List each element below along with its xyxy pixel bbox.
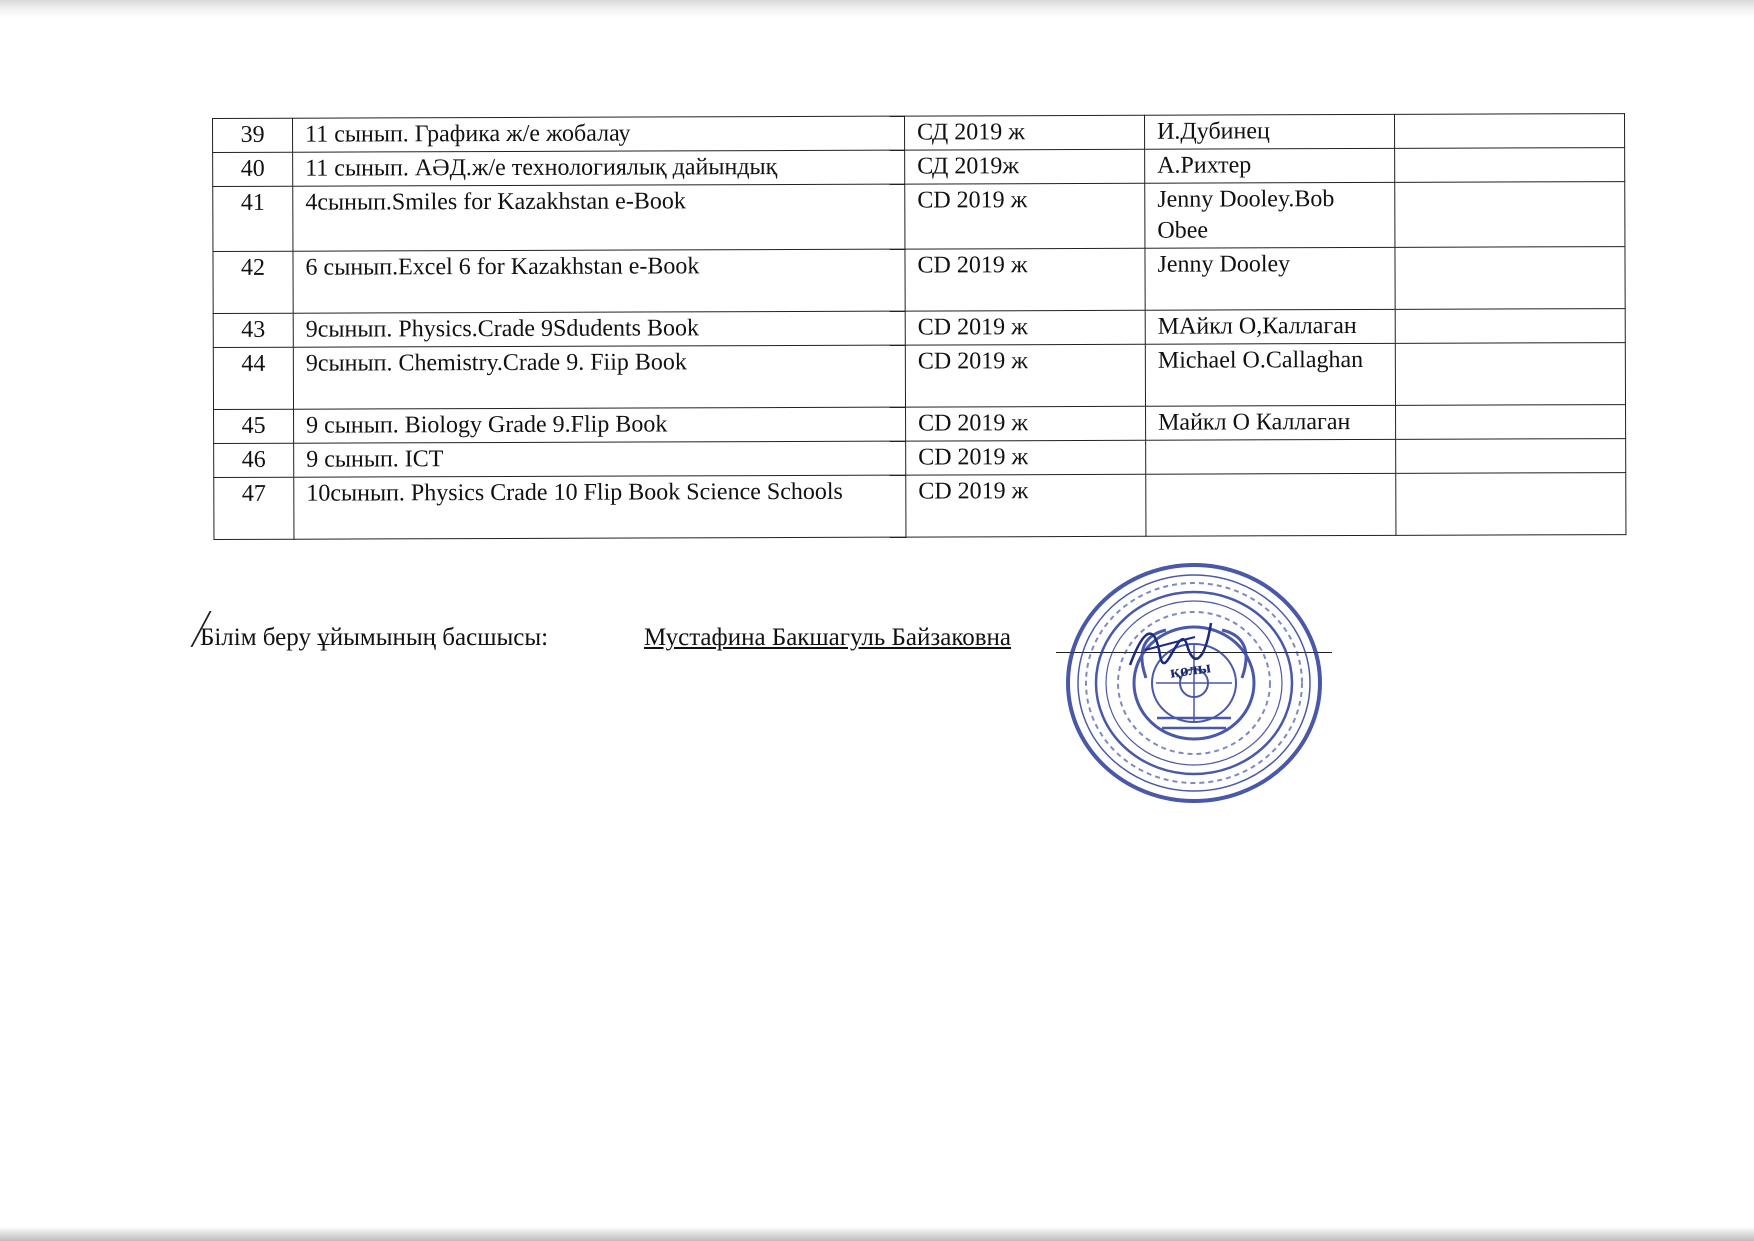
- head-name: Мустафина Бакшагуль Байзаковна: [644, 624, 1012, 651]
- books-table: [212, 113, 1626, 540]
- book-title: 9 сынып. ICT: [294, 441, 906, 477]
- head-label: Білім беру ұйымының басшысы:: [200, 624, 549, 651]
- table-row: [213, 114, 1625, 153]
- book-title: 6 сынып.Excel 6 for Kazakhstan e-Book: [293, 249, 905, 313]
- table-row: [213, 182, 1625, 252]
- table-row: [214, 473, 1626, 540]
- official-stamp: [1062, 558, 1326, 808]
- book-title: 9сынып. Chemistry.Crade 9. Fiip Book: [293, 345, 905, 409]
- empty-cell: [1395, 343, 1625, 406]
- empty-cell: [1396, 405, 1626, 440]
- table-row: [214, 439, 1626, 478]
- row-number: 47: [214, 477, 294, 539]
- book-title: 9сынып. Physics.Crade 9Sdudents Book: [293, 311, 905, 347]
- book-author: [1146, 473, 1396, 536]
- empty-cell: [1395, 309, 1625, 344]
- row-number: 42: [213, 251, 293, 313]
- row-number: 45: [214, 409, 294, 443]
- book-title: 9 сынып. Biology Grade 9.Flip Book: [294, 407, 906, 443]
- empty-cell: [1396, 439, 1626, 474]
- book-author: И.Дубинец: [1144, 114, 1394, 149]
- empty-cell: [1396, 473, 1626, 536]
- row-number: 39: [213, 118, 293, 152]
- row-number: 46: [214, 443, 294, 477]
- release-year: CD 2019 ж: [905, 310, 1145, 345]
- release-year: СД 2019 ж: [904, 115, 1144, 150]
- book-title: 4сынып.Smiles for Kazakhstan e-Book: [293, 184, 905, 251]
- scan-bottom-edge: [0, 1227, 1754, 1241]
- release-year: CD 2019 ж: [906, 406, 1146, 441]
- row-number: 40: [213, 152, 293, 186]
- book-title: 11 сынып. Графика ж/е жобалау: [293, 116, 905, 152]
- release-year: CD 2019 ж: [906, 474, 1146, 537]
- row-number: 41: [213, 186, 293, 251]
- books-table-body: [213, 114, 1626, 540]
- release-year: CD 2019 ж: [905, 344, 1145, 407]
- table-row: [214, 405, 1626, 444]
- book-author: МАйкл О,Каллаган: [1145, 309, 1395, 344]
- book-author: Jenny Dooley: [1145, 247, 1395, 310]
- table-row: [213, 148, 1625, 187]
- empty-cell: [1395, 247, 1625, 310]
- book-author: Michael O.Callaghan: [1145, 343, 1395, 406]
- table-row: [213, 247, 1625, 314]
- empty-cell: [1395, 182, 1625, 248]
- book-author: Jenny Dooley.Bob Obee: [1145, 182, 1395, 248]
- table-row: [213, 309, 1625, 348]
- release-year: CD 2019 ж: [905, 183, 1145, 249]
- book-author: [1146, 439, 1396, 474]
- row-number: 43: [213, 313, 293, 347]
- scan-top-edge: [0, 0, 1754, 18]
- book-title: 10сынып. Physics Crade 10 Flip Book Science Schools: [294, 475, 906, 539]
- release-year: СД 2019ж: [905, 149, 1145, 184]
- empty-cell: [1394, 114, 1624, 149]
- release-year: CD 2019 ж: [906, 440, 1146, 475]
- row-number: 44: [213, 347, 293, 409]
- empty-cell: [1395, 148, 1625, 183]
- book-author: А.Рихтер: [1145, 148, 1395, 183]
- release-year: CD 2019 ж: [905, 248, 1145, 311]
- book-title: 11 сынып. АӘД.ж/е технологиялық дайындық: [293, 150, 905, 186]
- table-row: [213, 343, 1625, 410]
- signature-label: қолы: [1168, 657, 1212, 682]
- book-author: Майкл О Каллаган: [1146, 405, 1396, 440]
